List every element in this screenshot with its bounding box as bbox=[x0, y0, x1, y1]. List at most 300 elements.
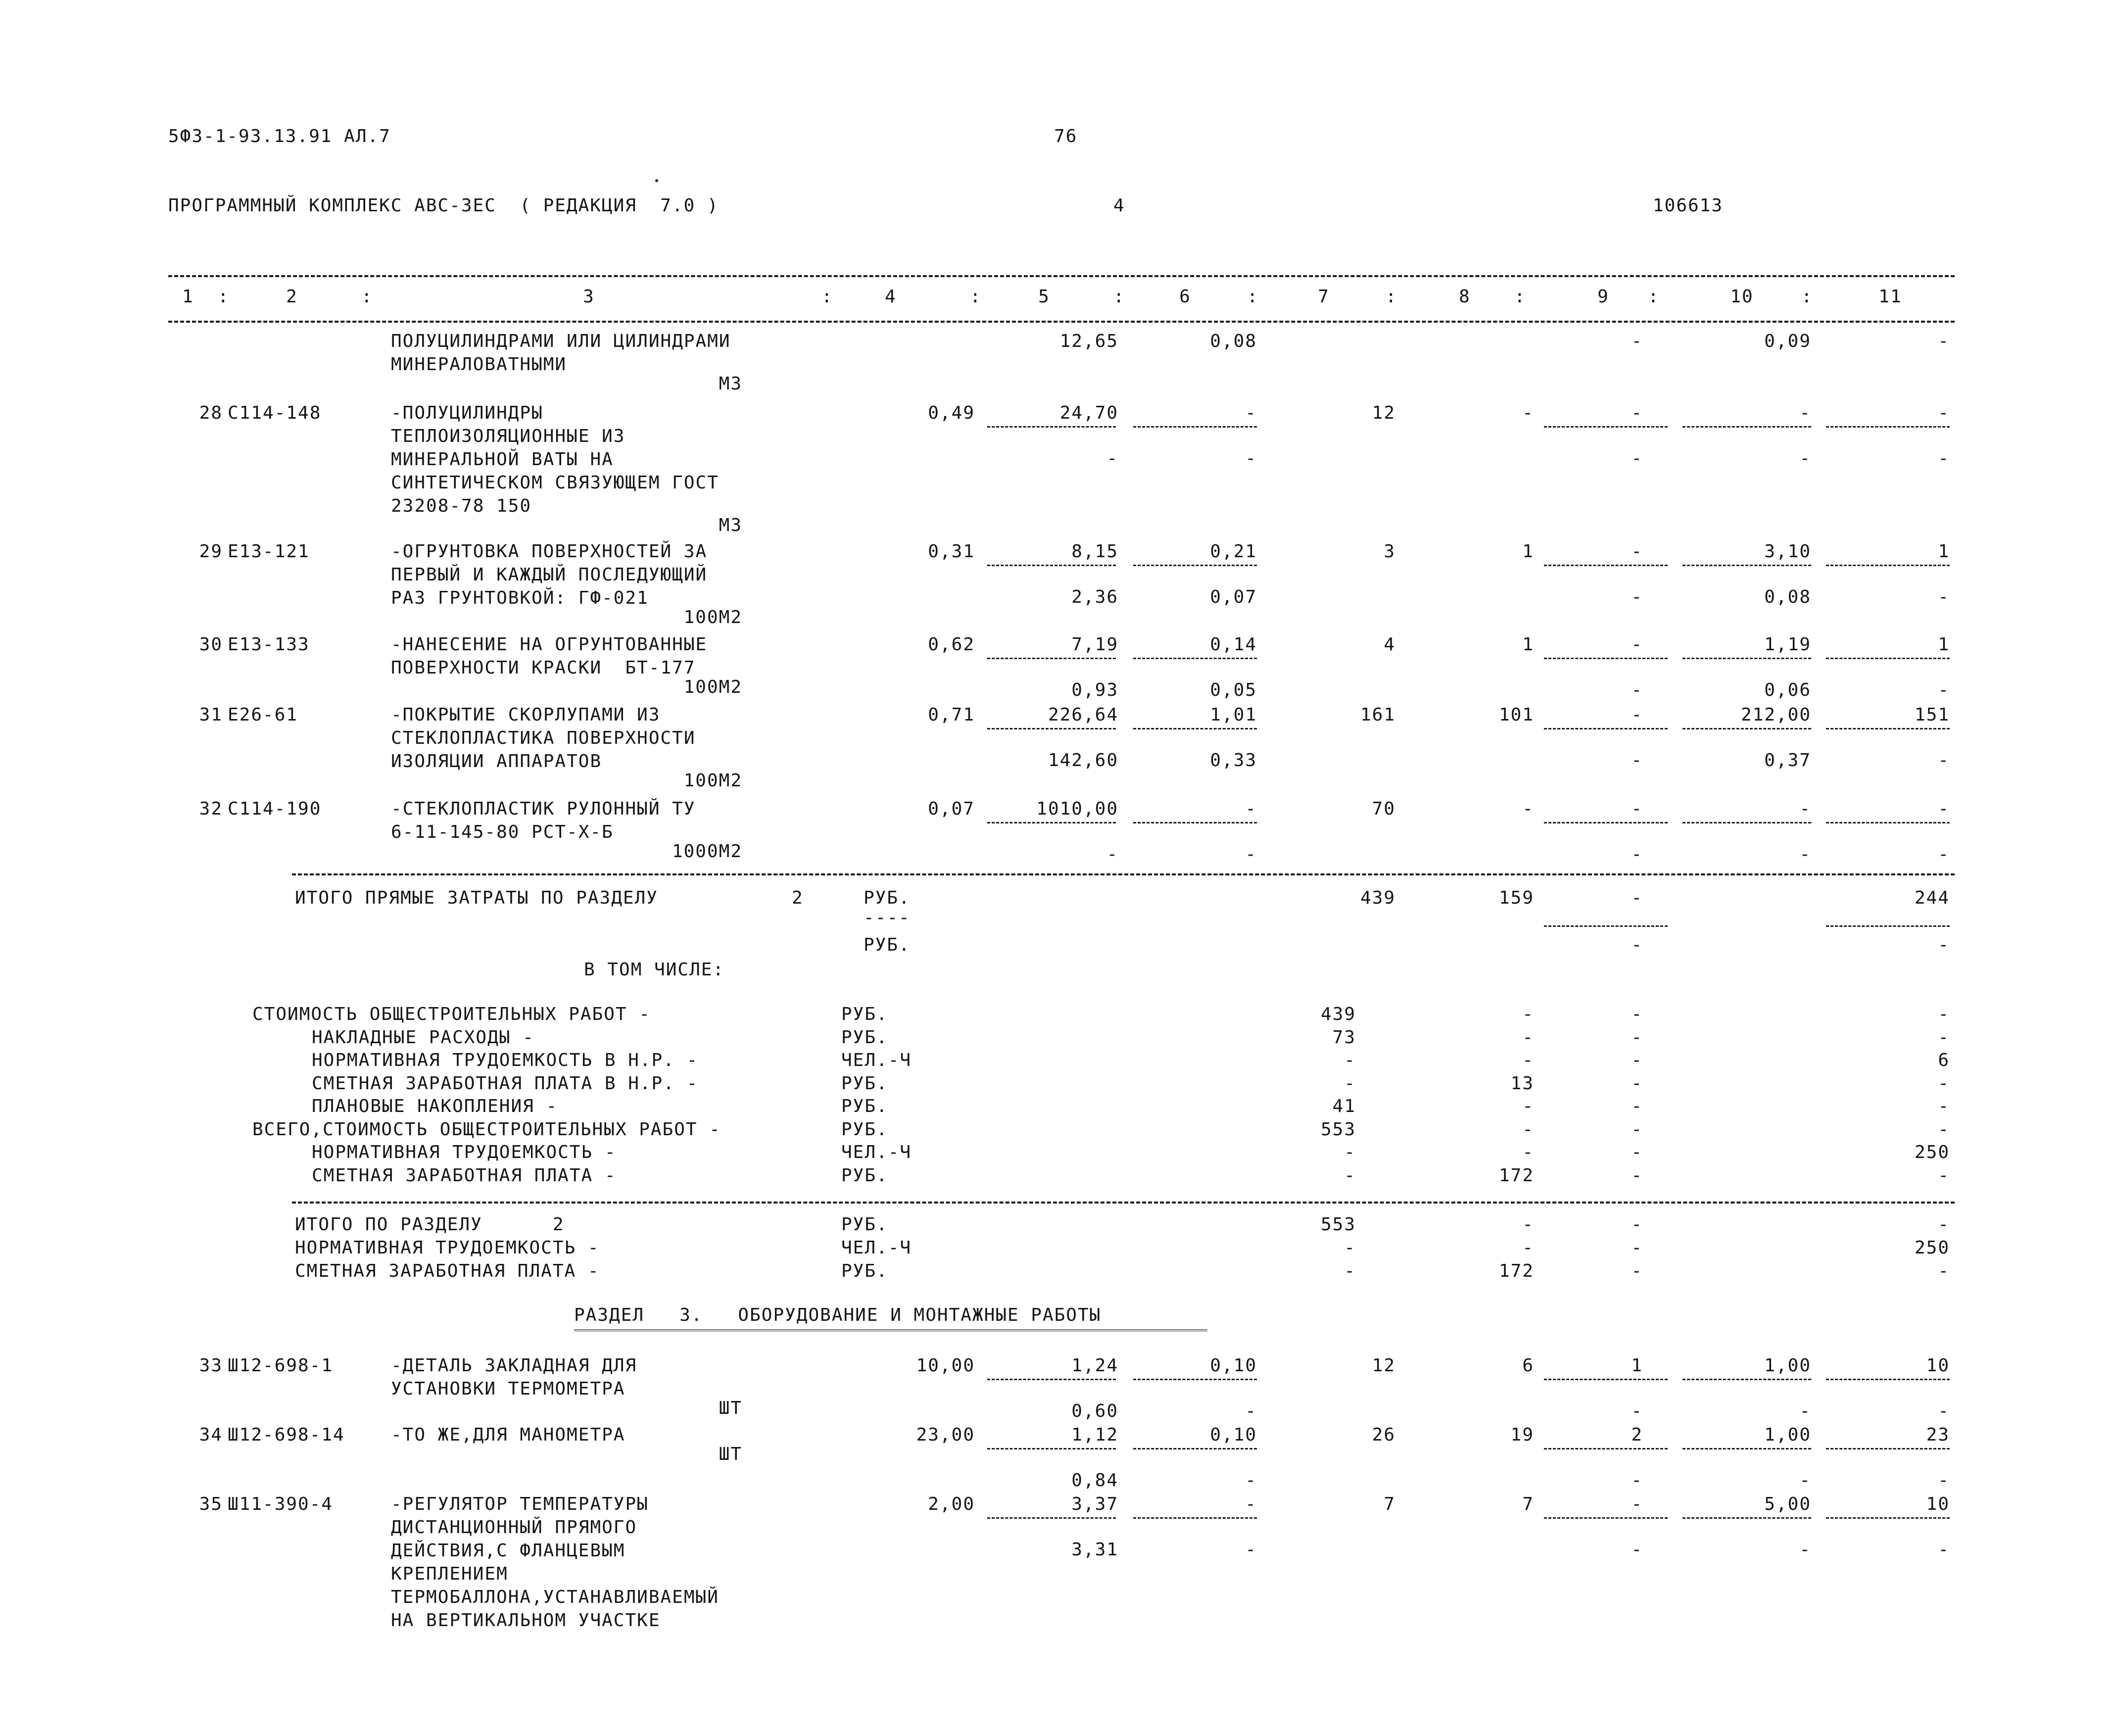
direct-costs-dashes: ---- bbox=[864, 908, 911, 928]
section-total-c11: - bbox=[1938, 1214, 1950, 1235]
row-col9-wages: - bbox=[1631, 844, 1643, 865]
row-divider bbox=[1682, 426, 1811, 428]
summary-c7: 553 bbox=[1320, 1119, 1356, 1140]
summary-c11: - bbox=[1938, 1027, 1950, 1048]
row-divider bbox=[1133, 1379, 1257, 1380]
row-col10: 1,19 bbox=[1764, 634, 1811, 655]
direct-costs-label: ИТОГО ПРЯМЫЕ ЗАТРАТЫ ПО РАЗДЕЛУ bbox=[295, 888, 658, 908]
row-divider bbox=[1133, 822, 1257, 823]
summary-unit: ЧЕЛ.-Ч bbox=[841, 1050, 912, 1070]
column-separator: : bbox=[821, 287, 833, 307]
row-col11: 10 bbox=[1926, 1355, 1950, 1376]
row-col8: 101 bbox=[1498, 705, 1534, 725]
row-col9: 2 bbox=[1631, 1425, 1643, 1445]
column-header-8: 8 bbox=[1459, 287, 1471, 307]
summary-c9: - bbox=[1631, 1050, 1643, 1070]
summary-label: СМЕТНАЯ ЗАРАБОТНАЯ ПЛАТА В Н.Р. - bbox=[312, 1073, 699, 1094]
column-separator: : bbox=[218, 287, 230, 307]
row-col9: - bbox=[1631, 1494, 1643, 1514]
row-description-line: ТЕРМОБАЛЛОНА,УСТАНАВЛИВАЕМЫЙ bbox=[391, 1587, 719, 1607]
row-divider bbox=[987, 1448, 1116, 1449]
row-code: Е13-133 bbox=[228, 634, 310, 655]
row-divider bbox=[1826, 426, 1950, 428]
row-col9: 1 bbox=[1631, 1355, 1643, 1376]
direct-costs-c11b: - bbox=[1938, 935, 1950, 955]
row-description-line: КРЕПЛЕНИЕМ bbox=[391, 1564, 508, 1584]
row-description-line: -СТЕКЛОПЛАСТИК РУЛОННЫЙ ТУ bbox=[391, 799, 696, 819]
section-total-label: НОРМАТИВНАЯ ТРУДОЕМКОСТЬ - bbox=[295, 1238, 600, 1258]
row-code: Ш12-698-14 bbox=[228, 1425, 345, 1445]
section-total-c7: - bbox=[1344, 1238, 1356, 1258]
row-description-line: -ТО ЖЕ,ДЛЯ МАНОМЕТРА bbox=[391, 1425, 625, 1445]
row-quantity: 2,00 bbox=[928, 1494, 975, 1514]
summary-c11: - bbox=[1938, 1004, 1950, 1024]
row-col9-wages: - bbox=[1631, 587, 1643, 607]
row-col6-wages: - bbox=[1245, 1470, 1257, 1491]
row-divider bbox=[1133, 1448, 1257, 1449]
row-unit: 100М2 bbox=[683, 771, 742, 791]
row-col8: 7 bbox=[1522, 1494, 1534, 1514]
row-col6-wages: - bbox=[1245, 844, 1257, 865]
row-col11-wages: - bbox=[1938, 587, 1950, 607]
row-col10-wages: 0,06 bbox=[1764, 680, 1811, 700]
column-separator: : bbox=[1113, 287, 1125, 307]
summary-label: НОРМАТИВНАЯ ТРУДОЕМКОСТЬ В Н.Р. - bbox=[312, 1050, 699, 1070]
summary-c11: 6 bbox=[1938, 1050, 1950, 1070]
row-col11-wages: - bbox=[1938, 1401, 1950, 1421]
totals-top-rule bbox=[292, 873, 1955, 875]
row-unit-cost-wages: - bbox=[1106, 844, 1118, 865]
row-col6: 0,08 bbox=[1210, 331, 1257, 351]
row-total-cost: 161 bbox=[1360, 705, 1395, 725]
summary-unit: РУБ. bbox=[841, 1119, 888, 1140]
row-col10-wages: - bbox=[1799, 448, 1811, 469]
direct-costs-c8: 159 bbox=[1498, 888, 1534, 908]
summary-c9: - bbox=[1631, 1096, 1643, 1116]
section-total-c7: - bbox=[1344, 1261, 1356, 1281]
direct-costs-unit-2: РУБ. bbox=[864, 935, 911, 955]
row-col11: 1 bbox=[1938, 634, 1950, 655]
row-unit: 100М2 bbox=[683, 607, 742, 627]
section-total-label: ИТОГО ПО РАЗДЕЛУ 2 bbox=[295, 1214, 565, 1235]
row-divider bbox=[1682, 658, 1811, 659]
row-divider bbox=[987, 822, 1116, 823]
document-code: 106613 bbox=[1653, 195, 1724, 216]
row-code: Е13-121 bbox=[228, 541, 310, 562]
section-total-unit: РУБ. bbox=[841, 1261, 888, 1281]
page-number: 76 bbox=[1054, 126, 1078, 146]
row-unit: М3 bbox=[719, 515, 742, 535]
row-col11: - bbox=[1938, 331, 1950, 351]
column-header-1: 1 bbox=[182, 287, 194, 307]
row-unit-cost-wages: 0,93 bbox=[1071, 680, 1118, 700]
summary-c11: - bbox=[1938, 1119, 1950, 1140]
row-unit: ШТ bbox=[719, 1398, 742, 1418]
row-col11: 1 bbox=[1938, 541, 1950, 562]
row-unit-cost-wages: 3,31 bbox=[1071, 1540, 1118, 1560]
row-divider bbox=[1682, 1517, 1811, 1519]
section-total-c11: - bbox=[1938, 1261, 1950, 1281]
row-total-cost: 3 bbox=[1384, 541, 1395, 562]
summary-c8: - bbox=[1522, 1050, 1534, 1070]
row-divider bbox=[1133, 565, 1257, 566]
row-col10-wages: - bbox=[1799, 1401, 1811, 1421]
row-col8: - bbox=[1522, 403, 1534, 423]
row-divider bbox=[1682, 1448, 1811, 1449]
section-total-rule bbox=[292, 1202, 1955, 1204]
row-quantity: 0,31 bbox=[928, 541, 975, 562]
row-description-line: -РЕГУЛЯТОР ТЕМПЕРАТУРЫ bbox=[391, 1494, 649, 1514]
row-code: Ш12-698-1 bbox=[228, 1355, 334, 1376]
row-quantity: 0,62 bbox=[928, 634, 975, 655]
row-col10: - bbox=[1799, 799, 1811, 819]
row-unit-cost-wages: 2,36 bbox=[1071, 587, 1118, 607]
row-divider bbox=[1826, 728, 1950, 729]
row-col9-wages: - bbox=[1631, 1470, 1643, 1491]
section-total-c9: - bbox=[1631, 1238, 1643, 1258]
column-header-4: 4 bbox=[885, 287, 897, 307]
summary-c9: - bbox=[1631, 1027, 1643, 1048]
row-col6-wages: - bbox=[1245, 1401, 1257, 1421]
row-col9: - bbox=[1631, 799, 1643, 819]
row-unit-cost: 3,37 bbox=[1071, 1494, 1118, 1514]
row-total-cost: 70 bbox=[1372, 799, 1395, 819]
summary-unit: РУБ. bbox=[841, 1027, 888, 1048]
summary-c7: - bbox=[1344, 1073, 1356, 1094]
column-header-6: 6 bbox=[1179, 287, 1191, 307]
summary-label: СТОИМОСТЬ ОБЩЕСТРОИТЕЛЬНЫХ РАБОТ - bbox=[252, 1004, 651, 1024]
row-total-cost: 26 bbox=[1372, 1425, 1395, 1445]
summary-label: ПЛАНОВЫЕ НАКОПЛЕНИЯ - bbox=[312, 1096, 558, 1116]
row-divider bbox=[1826, 1448, 1950, 1449]
row-total-cost: 12 bbox=[1372, 403, 1395, 423]
row-quantity: 23,00 bbox=[916, 1425, 975, 1445]
row-unit: 1000М2 bbox=[672, 841, 742, 862]
row-divider bbox=[987, 1517, 1116, 1519]
summary-label: НАКЛАДНЫЕ РАСХОДЫ - bbox=[312, 1027, 534, 1048]
row-unit-cost-wages: 0,84 bbox=[1071, 1470, 1118, 1491]
section-3-title: РАЗДЕЛ 3. ОБОРУДОВАНИЕ И МОНТАЖНЫЕ РАБОТЫ bbox=[574, 1305, 1102, 1325]
direct-costs-c7: 439 bbox=[1360, 888, 1395, 908]
sheet-number: 4 bbox=[1113, 195, 1125, 216]
row-quantity: 0,49 bbox=[928, 403, 975, 423]
row-col9-wages: - bbox=[1631, 680, 1643, 700]
column-separator: : bbox=[1648, 287, 1660, 307]
column-header-2: 2 bbox=[286, 287, 298, 307]
row-quantity: 10,00 bbox=[916, 1355, 975, 1376]
summary-c7: - bbox=[1344, 1165, 1356, 1186]
row-divider bbox=[987, 565, 1116, 566]
summary-c11: 250 bbox=[1914, 1142, 1950, 1162]
row-description-line: ДИСТАНЦИОННЫЙ ПРЯМОГО bbox=[391, 1517, 637, 1538]
row-col6-wages: - bbox=[1245, 1540, 1257, 1560]
row-col11-wages: - bbox=[1938, 844, 1950, 865]
row-divider bbox=[1826, 822, 1950, 823]
section-total-c8: - bbox=[1522, 1238, 1534, 1258]
row-divider bbox=[1133, 658, 1257, 659]
row-col6-wages: 0,05 bbox=[1210, 680, 1257, 700]
summary-c11: - bbox=[1938, 1096, 1950, 1116]
row-col9: - bbox=[1631, 331, 1643, 351]
summary-c7: - bbox=[1344, 1142, 1356, 1162]
row-divider bbox=[1682, 822, 1811, 823]
row-col6: 0,10 bbox=[1210, 1425, 1257, 1445]
row-total-cost: 7 bbox=[1384, 1494, 1395, 1514]
doc-code: 5Ф3-1-93.13.91 АЛ.7 bbox=[168, 126, 391, 146]
row-col6-wages: 0,33 bbox=[1210, 750, 1257, 771]
row-divider bbox=[1544, 1379, 1668, 1380]
summary-label: ВСЕГО,СТОИМОСТЬ ОБЩЕСТРОИТЕЛЬНЫХ РАБОТ - bbox=[252, 1119, 721, 1140]
row-col9-wages: - bbox=[1631, 750, 1643, 771]
row-col9: - bbox=[1631, 403, 1643, 423]
summary-unit: ЧЕЛ.-Ч bbox=[841, 1142, 912, 1162]
column-header-11: 11 bbox=[1878, 287, 1902, 307]
direct-costs-c11: 244 bbox=[1914, 888, 1950, 908]
summary-label: СМЕТНАЯ ЗАРАБОТНАЯ ПЛАТА - bbox=[312, 1165, 617, 1186]
row-description-line: -НАНЕСЕНИЕ НА ОГРУНТОВАННЫЕ bbox=[391, 634, 708, 655]
row-description-line: -ПОКРЫТИЕ СКОРЛУПАМИ ИЗ bbox=[391, 705, 661, 725]
row-col9: - bbox=[1631, 541, 1643, 562]
row-divider bbox=[1682, 1379, 1811, 1380]
row-unit-cost: 7,19 bbox=[1071, 634, 1118, 655]
row-divider bbox=[1826, 565, 1950, 566]
row-col10: - bbox=[1799, 403, 1811, 423]
summary-c9: - bbox=[1631, 1004, 1643, 1024]
direct-costs-section: 2 bbox=[792, 888, 804, 908]
row-divider bbox=[987, 426, 1116, 428]
row-description-line: 23208-78 150 bbox=[391, 496, 532, 516]
column-header-10: 10 bbox=[1730, 287, 1754, 307]
column-header-5: 5 bbox=[1038, 287, 1050, 307]
row-code: Е26-61 bbox=[228, 705, 298, 725]
row-unit-cost-wages: 142,60 bbox=[1048, 750, 1118, 771]
row-unit-cost: 1,12 bbox=[1071, 1425, 1118, 1445]
row-unit-cost: 12,65 bbox=[1059, 331, 1118, 351]
row-divider bbox=[987, 728, 1116, 729]
column-header-9: 9 bbox=[1597, 287, 1609, 307]
section-total-c9: - bbox=[1631, 1214, 1643, 1235]
summary-label: НОРМАТИВНАЯ ТРУДОЕМКОСТЬ - bbox=[312, 1142, 617, 1162]
summary-unit: РУБ. bbox=[841, 1165, 888, 1186]
row-col11-wages: - bbox=[1938, 1470, 1950, 1491]
row-number: 33 bbox=[199, 1355, 223, 1376]
direct-costs-c11-divider bbox=[1826, 925, 1950, 927]
row-divider bbox=[1826, 1379, 1950, 1380]
column-header-3: 3 bbox=[583, 287, 595, 307]
section-total-c8: 172 bbox=[1498, 1261, 1534, 1281]
row-description-line: ДЕЙСТВИЯ,С ФЛАНЦЕВЫМ bbox=[391, 1541, 625, 1561]
row-col11: 23 bbox=[1926, 1425, 1950, 1445]
row-col10: 212,00 bbox=[1740, 705, 1811, 725]
row-col8: 19 bbox=[1510, 1425, 1534, 1445]
row-col6: - bbox=[1245, 1494, 1257, 1514]
row-col6-wages: - bbox=[1245, 448, 1257, 469]
row-col10: 1,00 bbox=[1764, 1355, 1811, 1376]
row-divider bbox=[1544, 1517, 1668, 1519]
row-quantity: 0,07 bbox=[928, 799, 975, 819]
row-col9-wages: - bbox=[1631, 448, 1643, 469]
section-total-c11: 250 bbox=[1914, 1238, 1950, 1258]
section-total-c8: - bbox=[1522, 1214, 1534, 1235]
summary-unit: РУБ. bbox=[841, 1096, 888, 1116]
row-col11-wages: - bbox=[1938, 1540, 1950, 1560]
summary-c11: - bbox=[1938, 1165, 1950, 1186]
row-description-line: СИНТЕТИЧЕСКОМ СВЯЗУЮЩЕМ ГОСТ bbox=[391, 473, 719, 493]
summary-c9: - bbox=[1631, 1165, 1643, 1186]
summary-c11: - bbox=[1938, 1073, 1950, 1094]
row-unit-cost: 24,70 bbox=[1059, 403, 1118, 423]
row-description-line: НА ВЕРТИКАЛЬНОМ УЧАСТКЕ bbox=[391, 1610, 661, 1631]
row-divider bbox=[1544, 728, 1668, 729]
row-code: Ш11-390-4 bbox=[228, 1494, 334, 1514]
column-header-7: 7 bbox=[1318, 287, 1330, 307]
row-divider bbox=[987, 1379, 1116, 1380]
row-number: 28 bbox=[199, 403, 223, 423]
row-divider bbox=[987, 658, 1116, 659]
row-description-line: МИНЕРАЛОВАТНЫМИ bbox=[391, 354, 567, 375]
row-description-line: ПЕРВЫЙ И КАЖДЫЙ ПОСЛЕДУЮЩИЙ bbox=[391, 565, 708, 585]
row-col8: - bbox=[1522, 799, 1534, 819]
row-col8: 6 bbox=[1522, 1355, 1534, 1376]
row-number: 32 bbox=[199, 799, 223, 819]
row-col9: - bbox=[1631, 705, 1643, 725]
row-col11: - bbox=[1938, 799, 1950, 819]
row-col11: 10 bbox=[1926, 1494, 1950, 1514]
summary-c8: - bbox=[1522, 1096, 1534, 1116]
row-description-line: ПОВЕРХНОСТИ КРАСКИ БТ-177 bbox=[391, 658, 696, 678]
section-3-underline bbox=[574, 1329, 1207, 1331]
row-code: С114-190 bbox=[228, 799, 322, 819]
summary-unit: РУБ. bbox=[841, 1004, 888, 1024]
direct-costs-c9b: - bbox=[1631, 935, 1643, 955]
column-separator: : bbox=[970, 287, 982, 307]
row-col9-wages: - bbox=[1631, 1540, 1643, 1560]
row-col10: 3,10 bbox=[1764, 541, 1811, 562]
row-col11-wages: - bbox=[1938, 680, 1950, 700]
section-total-c9: - bbox=[1631, 1261, 1643, 1281]
summary-c8: 172 bbox=[1498, 1165, 1534, 1186]
row-col11-wages: - bbox=[1938, 750, 1950, 771]
column-separator: : bbox=[1247, 287, 1259, 307]
row-col10-wages: 0,08 bbox=[1764, 587, 1811, 607]
row-quantity: 0,71 bbox=[928, 705, 975, 725]
row-number: 35 bbox=[199, 1494, 223, 1514]
row-number: 31 bbox=[199, 705, 223, 725]
header-bottom-rule bbox=[168, 321, 1955, 323]
row-description-line: МИНЕРАЛЬНОЙ ВАТЫ НА bbox=[391, 449, 614, 470]
row-description-line: РАЗ ГРУНТОВКОЙ: ГФ-021 bbox=[391, 588, 649, 608]
row-unit-cost-wages: 0,60 bbox=[1071, 1401, 1118, 1421]
row-description-line: СТЕКЛОПЛАСТИКА ПОВЕРХНОСТИ bbox=[391, 728, 696, 748]
row-unit-cost: 1010,00 bbox=[1036, 799, 1118, 819]
row-number: 30 bbox=[199, 634, 223, 655]
direct-costs-c9-divider bbox=[1544, 925, 1668, 927]
row-col11-wages: - bbox=[1938, 448, 1950, 469]
row-unit: 100М2 bbox=[683, 677, 742, 697]
row-number: 29 bbox=[199, 541, 223, 562]
row-number: 34 bbox=[199, 1425, 223, 1445]
row-col8: 1 bbox=[1522, 634, 1534, 655]
row-col10: 0,09 bbox=[1764, 331, 1811, 351]
row-divider bbox=[1133, 1517, 1257, 1519]
including-label: В ТОМ ЧИСЛЕ: bbox=[584, 960, 725, 980]
row-col6: - bbox=[1245, 403, 1257, 423]
program-title: ПРОГРАММНЫЙ КОМПЛЕКС АВС-3ЕС ( РЕДАКЦИЯ 7.0 ) bbox=[168, 195, 719, 216]
speck-mark bbox=[655, 179, 658, 182]
row-unit-cost: 226,64 bbox=[1048, 705, 1118, 725]
row-description-line: УСТАНОВКИ ТЕРМОМЕТРА bbox=[391, 1379, 625, 1399]
summary-c8: - bbox=[1522, 1027, 1534, 1048]
row-divider bbox=[1544, 1448, 1668, 1449]
summary-c8: - bbox=[1522, 1119, 1534, 1140]
summary-c8: - bbox=[1522, 1142, 1534, 1162]
row-total-cost: 12 bbox=[1372, 1355, 1395, 1376]
column-separator: : bbox=[1801, 287, 1813, 307]
row-description-line: -ОГРУНТОВКА ПОВЕРХНОСТЕЙ ЗА bbox=[391, 541, 708, 562]
row-col9-wages: - bbox=[1631, 1401, 1643, 1421]
row-description-line: ТЕПЛОИЗОЛЯЦИОННЫЕ ИЗ bbox=[391, 426, 625, 446]
row-col6: 0,21 bbox=[1210, 541, 1257, 562]
summary-c7: 439 bbox=[1320, 1004, 1356, 1024]
column-separator: : bbox=[1514, 287, 1526, 307]
section-total-c7: 553 bbox=[1320, 1214, 1356, 1235]
summary-unit: РУБ. bbox=[841, 1073, 888, 1094]
row-col6-wages: 0,07 bbox=[1210, 587, 1257, 607]
row-col6: 0,14 bbox=[1210, 634, 1257, 655]
row-description-line: ИЗОЛЯЦИИ АППАРАТОВ bbox=[391, 751, 602, 772]
row-divider bbox=[1826, 1517, 1950, 1519]
row-divider bbox=[1682, 728, 1811, 729]
summary-c9: - bbox=[1631, 1073, 1643, 1094]
row-col6: 1,01 bbox=[1210, 705, 1257, 725]
row-col11: 151 bbox=[1914, 705, 1950, 725]
summary-c7: 73 bbox=[1332, 1027, 1356, 1048]
row-col9: - bbox=[1631, 634, 1643, 655]
row-code: С114-148 bbox=[228, 403, 322, 423]
header-top-rule bbox=[168, 275, 1955, 277]
row-col11: - bbox=[1938, 403, 1950, 423]
direct-costs-unit: РУБ. bbox=[864, 888, 911, 908]
row-col10-wages: - bbox=[1799, 1470, 1811, 1491]
row-description-line: 6-11-145-80 РСТ-Х-Б bbox=[391, 822, 614, 842]
row-divider bbox=[1544, 658, 1668, 659]
row-unit-cost: 8,15 bbox=[1071, 541, 1118, 562]
row-col10: 1,00 bbox=[1764, 1425, 1811, 1445]
row-col6: - bbox=[1245, 799, 1257, 819]
row-unit-cost-wages: - bbox=[1106, 448, 1118, 469]
summary-c7: 41 bbox=[1332, 1096, 1356, 1116]
summary-c9: - bbox=[1631, 1119, 1643, 1140]
summary-c8: 13 bbox=[1510, 1073, 1534, 1094]
column-separator: : bbox=[361, 287, 373, 307]
section-total-unit: РУБ. bbox=[841, 1214, 888, 1235]
row-divider bbox=[1544, 565, 1668, 566]
row-description-line: -ПОЛУЦИЛИНДРЫ bbox=[391, 403, 543, 423]
row-col10-wages: - bbox=[1799, 1540, 1811, 1560]
row-divider bbox=[1133, 426, 1257, 428]
section-total-unit: ЧЕЛ.-Ч bbox=[841, 1238, 912, 1258]
row-divider bbox=[1133, 728, 1257, 729]
row-col8: 1 bbox=[1522, 541, 1534, 562]
row-divider bbox=[1544, 822, 1668, 823]
row-col10: 5,00 bbox=[1764, 1494, 1811, 1514]
row-unit: ШТ bbox=[719, 1444, 742, 1464]
summary-c9: - bbox=[1631, 1142, 1643, 1162]
row-divider bbox=[1826, 658, 1950, 659]
row-divider bbox=[1544, 426, 1668, 428]
row-description-line: ПОЛУЦИЛИНДРАМИ ИЛИ ЦИЛИНДРАМИ bbox=[391, 331, 731, 351]
row-total-cost: 4 bbox=[1384, 634, 1395, 655]
